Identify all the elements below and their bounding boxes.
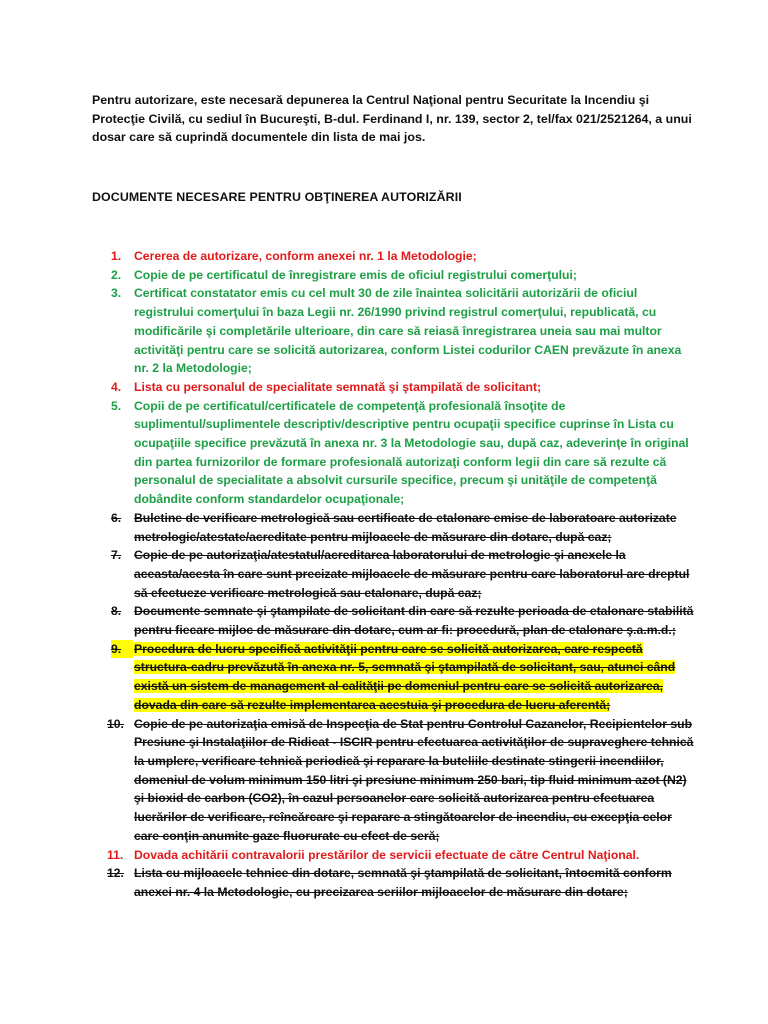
item-number: 7. bbox=[111, 548, 122, 563]
item-number: 8. bbox=[111, 604, 122, 619]
list-item-2 bbox=[92, 266, 694, 285]
list-item-3 bbox=[92, 284, 694, 378]
list-item-6 bbox=[92, 509, 694, 546]
item-text: Copie de pe autorizaţia emisă de Inspecţia de Stat pentru Controlul Cazanelor, Recipientelor sub Presiune şi Instalaţiilor de Ridicat - ISCIR pentru efectuarea activităţilor de supraveghere tehnică la umplere, verificare tehnică periodică şi reparare la buteliile destinate stingerii incendiilor, domeniul de volum minimum 150 litri şi presiune minimum 250 bari, tip fluid minimum azot (N2) şi bioxid de carbon (CO2), în cazul persoanelor care solicită autorizarea pentru efectuarea lucrărilor de verificare, reîncărcare şi reparare a stingătoarelor de incendiu, cu excepţia celor care conţin anumite gaze fluorurate cu efect de seră; bbox=[134, 716, 694, 843]
section-heading: DOCUMENTE NECESARE PENTRU OBŢINEREA AUTORIZĂRII bbox=[92, 190, 462, 204]
item-text: Certificat constatator emis cu cel mult 30 de zile înaintea solicitării autorizării de oficiul registrului comerţului în baza Legii nr. 26/1990 privind registrul comerţului, republicată, cu modificările şi completările ulterioare, din care să reiasă înregistrarea uneia sau mai multor activităţi pentru care se solicită autorizarea, conform Listei codurilor CAEN prevăzute în anexa nr. 2 la Metodologie; bbox=[134, 286, 682, 376]
item-number: 6. bbox=[111, 510, 122, 525]
list-item-10 bbox=[92, 715, 694, 846]
item-number: 4. bbox=[111, 379, 122, 394]
item-text: Copie de pe certificatul de înregistrare emis de oficiul registrului comerţului; bbox=[134, 267, 577, 282]
item-text: Buletine de verificare metrologică sau certificate de etalonare emise de laboratoare autorizate metrologic/atestate/acreditate pentru mijloacele de măsurare din dotare, după caz; bbox=[134, 510, 677, 544]
item-text: Copie de pe autorizaţia/atestatul/acreditarea laboratorului de metrologie şi anexele la aceasta/acesta în care sunt precizate mijloacele de măsurare pentru care laboratorul are dreptul să efectueze verificare metrologică sau etalonare, după caz; bbox=[134, 548, 690, 600]
item-text: Procedura de lucru specifică activităţii pentru care se solicită autorizarea, care respectă structura-cadru prevăzută în anexa nr. 5, semnată şi ştampilată de solicitant, sau, atunci când există un sistem de management al calităţii pe domeniul pentru care se solicită autorizarea, dovada din care să rezulte implementarea acestuia şi procedura de lucru aferentă; bbox=[134, 641, 676, 712]
item-text: Lista cu mijloacele tehnice din dotare, semnată şi ştampilată de solicitant, întocmită conform anexei nr. 4 la Metodologie, cu precizarea seriilor mijloacelor de măsurare din dotare; bbox=[134, 866, 672, 899]
item-number: 10. bbox=[107, 716, 124, 731]
list-item-9 bbox=[92, 640, 694, 715]
documents-list bbox=[92, 247, 694, 902]
item-number: 9. bbox=[111, 640, 133, 659]
item-number: 3. bbox=[111, 286, 122, 301]
item-text: Lista cu personalul de specialitate semnată şi ştampilată de solicitant; bbox=[134, 379, 542, 394]
item-number: 1. bbox=[111, 249, 122, 263]
intro-paragraph: Pentru autorizare, este necesară depunerea la Centrul Naţional pentru Securitate la Incendiu şi Protecţie Civilă, cu sediul în Bucureşti, B-dul. Ferdinand I, nr. 139, sector 2, tel/fax 021/2521264, a unui dosar care să cuprindă documentele din lista de mai jos. bbox=[92, 93, 692, 144]
list-item-1 bbox=[92, 247, 694, 266]
item-number: 12. bbox=[107, 866, 124, 881]
item-text: Copii de pe certificatul/certificatele de competenţă profesională însoţite de suplimentul/suplimentele descriptiv/descriptive pentru ocupaţii specifice cuprinse în Lista cu ocupaţiile specifice prevăzută în anexa nr. 3 la Metodologie sau, după caz, adeverinţe în original din partea furnizorilor de formare profesională autorizaţi conform legii din care să rezulte că personalul de specialitate a absolvit cursurile specifice, precum şi unităţile de competenţă dobândite conform standardelor ocupaţionale; bbox=[134, 398, 689, 507]
item-number: 2. bbox=[111, 267, 122, 282]
list-item-11 bbox=[92, 846, 694, 865]
list-item-4 bbox=[92, 378, 694, 397]
item-number: 5. bbox=[111, 398, 122, 413]
list-item-5 bbox=[92, 397, 694, 509]
item-text: Documente semnate şi ştampilate de solicitant din care să rezulte perioada de etalonare stabilită pentru fiecare mijloc de măsurare din dotare, cum ar fi: procedură, plan de etalonare ş.a.m.d.; bbox=[134, 604, 694, 638]
item-text: Cererea de autorizare, conform anexei nr. 1 la Metodologie; bbox=[134, 249, 477, 263]
list-item-8 bbox=[92, 602, 694, 639]
list-item-7 bbox=[92, 546, 694, 602]
list-item-12 bbox=[92, 864, 694, 901]
item-text: Dovada achitării contravalorii prestărilor de servicii efectuate de către Centrul Naţional. bbox=[134, 847, 640, 862]
item-number: 11. bbox=[107, 847, 124, 862]
